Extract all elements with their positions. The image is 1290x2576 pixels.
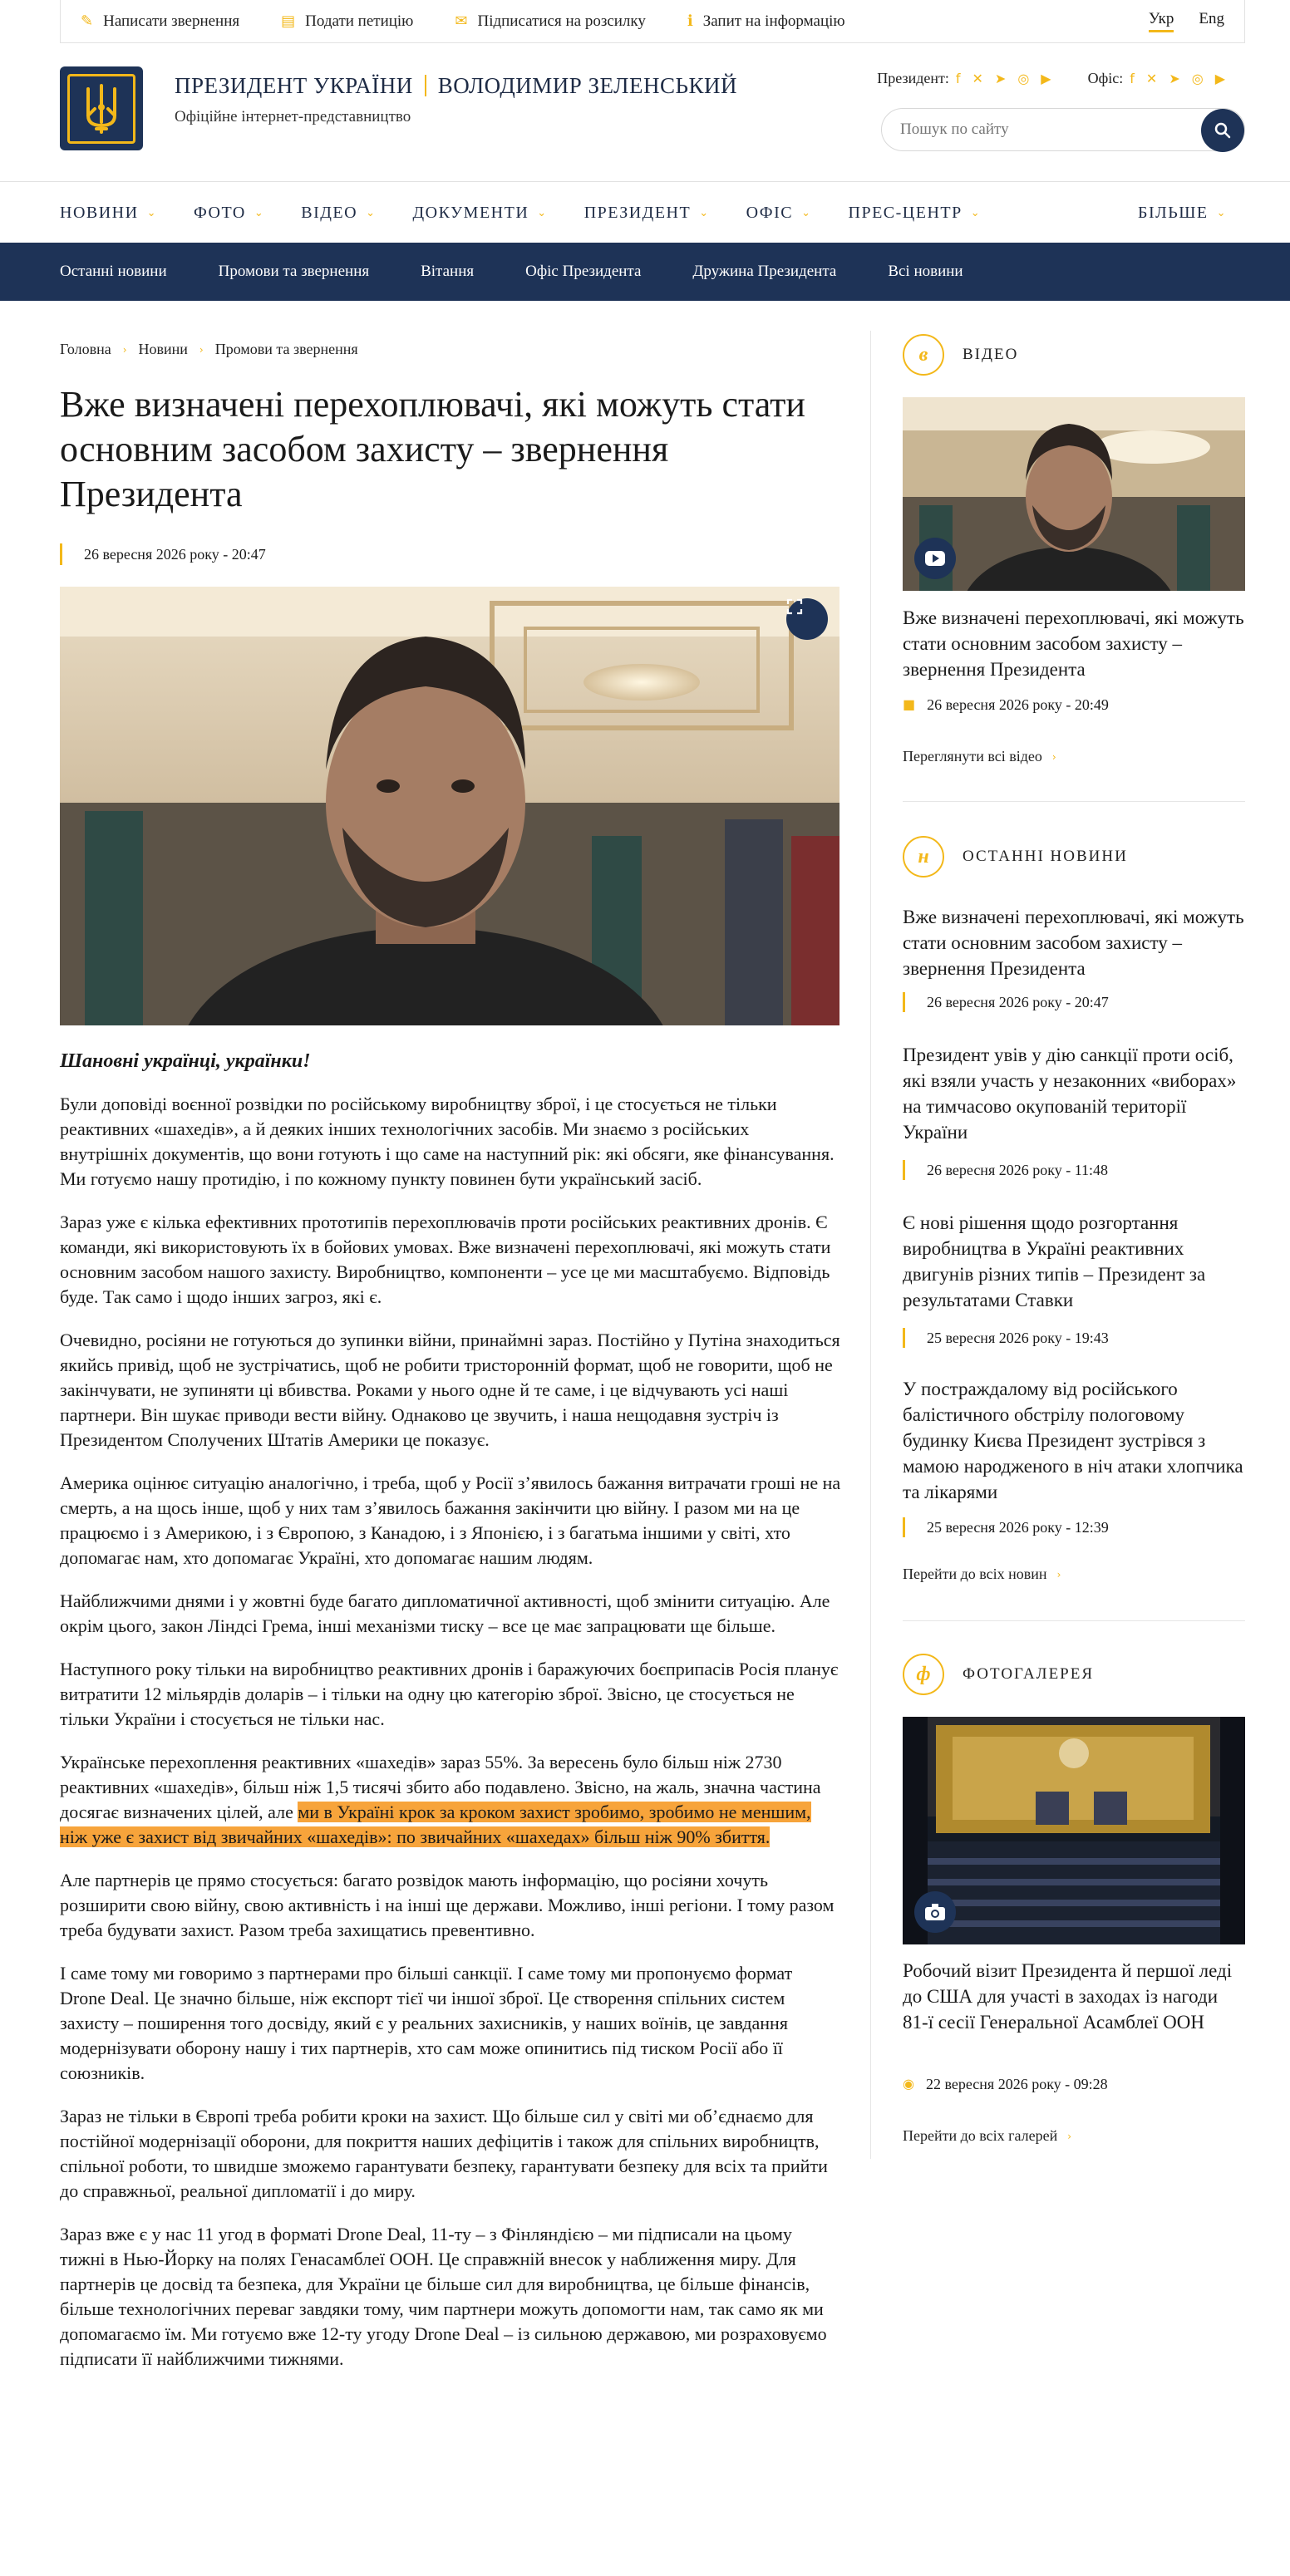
news-item-date: 25 вересня 2026 року - 19:43 [903,1328,1109,1348]
site-title [175,73,737,99]
video-badge-icon: в [903,334,944,376]
gallery-section-header [903,1654,1094,1695]
nav-press-center-label: ПРЕС-ЦЕНТР [848,203,963,222]
office-socials-label: Офіс: [1087,70,1124,86]
photo-button[interactable] [914,1891,956,1933]
instagram-icon[interactable]: ◎ [1017,71,1030,86]
pencil-icon: ✎ [81,12,94,30]
news-section-header [903,836,1128,878]
search-icon [1214,122,1231,139]
submit-petition-label: Подати петицію [305,12,414,30]
utility-bar [60,0,1245,43]
column-divider [870,331,871,2159]
subnav-speeches[interactable]: Промови та звернення [218,263,370,280]
search-input[interactable] [900,117,1174,142]
main-navigation [0,181,1290,243]
nav-office-label: ОФІС [746,203,794,222]
site-header [60,66,1245,158]
telegram-icon[interactable]: ➤ [994,71,1007,86]
office-youtube-icon[interactable]: ▶ [1214,71,1225,86]
chevron-right-icon: › [1067,2130,1072,2142]
info-icon: ℹ [687,12,693,30]
nav-documents-label: ДОКУМЕНТИ [412,203,529,222]
chevron-down-icon: ⌄ [699,206,710,219]
youtube-icon[interactable]: ▶ [1041,71,1051,86]
gallery-section-title: ФОТОГАЛЕРЕЯ [963,1665,1095,1683]
chevron-right-icon: › [1056,1568,1061,1581]
play-button[interactable] [914,538,956,579]
news-section-title: ОСТАННІ НОВИНИ [963,848,1128,865]
news-item-title[interactable]: Вже визначені перехоплювачі, які можуть стати основним засобом захисту – звернення Президента [903,907,1244,979]
submit-petition-link[interactable] [281,12,413,31]
info-request-label: Запит на інформацію [702,12,845,30]
all-videos-link[interactable] [903,748,1056,765]
subnav-latest-news[interactable]: Останні новини [60,263,167,280]
article-paragraph: Очевидно, росіяни не готуються до зупинки війни, принаймні зараз. Постійно у Путіна знаходиться якийсь привід, щоб не зустрічатись, щоб не робити тристоронній формат, щоб не говорити, щоб не закінчувати, не зупиняти ці вбивства. Роками у нього одне й те саме, і це відчувають усі наші партнери. Він шукає приводи вести війну. Однаково це звучить, і наша нещодавня зустріч із Президентом Сполучених Штатів Америки це показує. [60,1330,840,1450]
sub-navigation [0,243,1290,301]
search-button[interactable] [1201,109,1244,152]
article-body [60,1049,841,2390]
news-item-title[interactable]: У постраждалому від російського балістичного обстрілу пологовому будинку Києва Президент зустрівся з мамою народженого в ніч атаки хлопчика та лікарями [903,1379,1243,1502]
all-news-link[interactable] [903,1566,1061,1583]
article-paragraph-interception [60,1750,841,1850]
video-thumbnail[interactable] [903,397,1245,591]
gallery-date [903,2074,1108,2094]
video-section-title: ВІДЕО [963,346,1019,363]
write-appeal-link[interactable] [81,12,239,31]
subscribe-label: Підписатися на розсилку [477,12,646,30]
all-news-label: Перейти до всіх новин [903,1566,1047,1582]
nav-president-label: ПРЕЗИДЕНТ [583,203,692,222]
highlighted-quote: ми в Україні крок за кроком захист зробимо, зробимо не меншим, ніж уже є захист від звичайних «шахедів»: по звичайних «шахедах» більш ніж 90% збиття. [60,1802,811,1847]
news-badge-icon: н [903,836,944,878]
chevron-down-icon: ⌄ [146,206,157,219]
coat-of-arms-logo[interactable] [60,66,143,150]
sidebar-separator [903,1620,1245,1621]
article-greeting: Шановні українці, українки! [60,1050,311,1072]
facebook-icon[interactable]: f [955,71,961,86]
chevron-down-icon: ⌄ [801,206,812,219]
nav-video[interactable] [301,204,376,223]
chevron-right-icon: › [122,343,127,356]
article-paragraph: Найближчими днями і у жовтні буде багато дипломатичної активності, щоб змінити ситуацію. Але окрім цього, закон Ліндсі Грема, інші механізми тиску – все це має запрацювати ще більше. [60,1590,830,1636]
expand-icon [786,598,803,615]
subnav-all-news[interactable]: Всі новини [888,263,963,280]
office-twitter-icon[interactable]: ✕ [1145,71,1158,86]
news-item-date: 26 вересня 2026 року - 11:48 [903,1160,1108,1180]
subscribe-link[interactable] [455,12,646,31]
camera-icon: ■ [903,696,916,712]
chevron-down-icon: ⌄ [537,206,548,219]
subnav-greetings[interactable]: Вітання [421,263,475,280]
info-request-link[interactable] [687,12,845,31]
office-telegram-icon[interactable]: ➤ [1169,71,1180,86]
nav-photo[interactable] [194,204,264,223]
all-galleries-link[interactable] [903,2127,1071,2145]
nav-more[interactable] [1138,204,1227,223]
nav-news[interactable] [60,204,157,223]
video-date-text: 26 вересня 2026 року - 20:49 [927,696,1109,713]
site-subtitle: Офіційне інтернет-представництво [175,108,411,125]
document-icon: ▤ [281,12,296,30]
subnav-office[interactable]: Офіс Президента [525,263,642,280]
article-paragraph: І саме тому ми говоримо з партнерами про більші санкції. І саме тому ми пропонуємо формат Drone Deal. Це значно більше, ніж експорт тієї чи іншої зброї. Це створення спільних систем захисту – поширення того досвіду, який є у реальних захисників, у наших воїнів, це завдання модернізувати оборону нашу і тих партнерів, хто сам може опинитись під тиском Росії або її союзників. [60,1963,793,2083]
news-item-title[interactable]: Президент увів у дію санкції проти осіб, які взяли участь у незаконних «виборах» на тимчасово окупованій території України [903,1045,1237,1143]
social-links [877,70,1237,87]
article-paragraph: Зараз вже є у нас 11 угод в форматі Drone Deal, 11-ту – з Фінляндією – ми підписали на цьому тижні в Нью-Йорку на полях Генасамблеї ООН. Це справжній внесок у наближення миру. Для партнерів це досвід та безпека, для України це більше сил для виробництва, це більше фінансів, більше технологічних переваг завдяки тому, чим партнери можуть допомогти нам, так само як ми допомагаємо їм. Ми готуємо вже 12-ту угоду Drone Deal – із сильною державою, ми розраховуємо підписати її найближчими тижнями. [60,2224,827,2369]
site-title-president: ПРЕЗИДЕНТ УКРАЇНИ [175,73,413,98]
write-appeal-label: Написати звернення [103,12,240,30]
language-switcher [1149,10,1224,32]
article-paragraph: Америка оцінює ситуацію аналогічно, і треба, щоб у Росії з’явилось бажання витрачати гроші не на смерть, а на щось інше, щоб у них там з’явилось бажання закінчити цю війну. І разом ми на це працюємо і з Америкою, і з Європою, з Канадою, і з Японією, і з багатьма іншими у світі, хто допомагає нам, хто допомагає Україні, хто допомагає нашим людям. [60,1472,841,1568]
video-date [903,695,1109,715]
chevron-right-icon: › [1051,750,1056,763]
lang-eng[interactable]: Eng [1199,10,1224,27]
breadcrumb [60,341,358,358]
sidebar-separator [903,801,1245,802]
nav-president[interactable] [584,204,710,223]
article-video-frame[interactable] [60,587,839,1025]
search-box [881,108,1245,151]
twitter-icon[interactable]: ✕ [972,71,983,86]
subnav-first-lady[interactable]: Дружина Президента [692,263,837,280]
nav-photo-label: ФОТО [193,203,246,222]
photo-camera-icon [925,1904,945,1920]
camera-icon: ◉ [903,2076,914,2092]
chevron-down-icon: ⌄ [366,206,377,219]
article-paragraph: Зараз уже є кілька ефективних прототипів перехоплювачів проти російських реактивних дронів. Є команди, які використовують їх в бойових умовах. Вже визначені перехоплювачі, які можуть стати основним засобом нашого захисту. Виробництво, компоненти – усе це ми масштабуємо. Відповідь буде. Так само і щодо інших загроз, які є. [60,1212,831,1307]
breadcrumb-current: Промови та звернення [214,341,358,357]
fullscreen-button[interactable] [786,598,828,640]
lang-ukr[interactable]: Укр [1149,10,1174,32]
article-paragraph: Але партнерів це прямо стосується: багато розвідок мають інформацію, що росіяни хочуть розширити свою війну, свою активність і на інші ще держави. Можливо, інші регіони. І тому разом треба будувати захист. Разом треба захищатись превентивно. [60,1870,835,1940]
president-socials-label: Президент: [877,70,949,86]
chevron-down-icon: ⌄ [970,206,982,219]
site-title-name: ВОЛОДИМИР ЗЕЛЕНСЬКИЙ [437,73,737,98]
article-date: 26 вересня 2026 року - 20:47 [60,543,266,565]
office-facebook-icon[interactable]: f [1130,71,1135,86]
gallery-date-text: 22 вересня 2026 року - 09:28 [925,2076,1108,2092]
youtube-play-icon [925,551,945,566]
article-paragraph: Наступного року тільки на виробництво реактивних дронів і баражуючих боєприпасів Росія планує витратити 12 мільярдів доларів – і тільки на одну цю категорію зброї. Звісно, це стосується не тільки України і стосується не тільки нас. [60,1659,839,1729]
article-paragraph: Зараз не тільки в Європі треба робити кроки на захист. Що більше сил у світі ми об’єднаємо для постійної модернізації оборони, для покриття наших дефіцитів і також для спільних виробництв, спільної роботи, то швидше зможемо гарантувати безпеку, гарантувати безпеку для всіх та прийти до справжньої, реальної дипломатії і до миру. [60,2106,828,2201]
nav-news-label: НОВИНИ [60,203,139,222]
video-section-header [903,334,1018,376]
breadcrumb-home[interactable]: Головна [60,341,111,357]
video-title-link[interactable]: Вже визначені перехоплювачі, які можуть стати основним засобом захисту – звернення Президента [903,607,1244,680]
nav-video-label: ВІДЕО [301,203,358,222]
chevron-right-icon: › [199,343,204,356]
chevron-down-icon: ⌄ [254,206,265,219]
news-item-date: 26 вересня 2026 року - 20:47 [903,992,1109,1012]
mail-icon: ✉ [455,12,468,30]
gallery-title-link[interactable]: Робочий візит Президента й першої леді до США для участі в заходах із нагоди 81-ї сесії Генеральної Асамблеї ООН [903,1960,1233,2033]
hero-photo [60,587,839,1025]
nav-more-label: БІЛЬШЕ [1138,203,1209,222]
breadcrumb-news[interactable]: Новини [138,341,188,357]
chevron-down-icon: ⌄ [1216,206,1227,219]
news-item-title[interactable]: Є нові рішення щодо розгортання виробництва в Україні реактивних двигунів різних типів – Президент за результатами Ставки [903,1212,1206,1310]
nav-press-center[interactable] [849,204,982,223]
news-item-date: 25 вересня 2026 року - 12:39 [903,1517,1109,1537]
gallery-thumbnail[interactable] [903,1717,1245,1944]
gallery-badge-icon: ф [903,1654,944,1695]
all-galleries-label: Перейти до всіх галерей [903,2127,1058,2144]
article-title: Вже визначені перехоплювачі, які можуть стати основним засобом захисту – звернення Президента [60,384,805,514]
article-paragraph: Були доповіді воєнної розвідки по російському виробництву зброї, і це стосується не тільки реактивних «шахедів», а й деяких інших технологічних засобів. Ми знаємо з російських внутрішніх документів, що вони готують і що саме на наступний рік: які обсяги, яке фінансування. Ми готуємо нашу протидію, і по кожному пункту повинен бути український засіб. [60,1094,835,1189]
all-videos-label: Переглянути всі відео [903,748,1042,764]
nav-documents[interactable] [412,204,547,223]
interception-text: Українське перехоплення реактивних «шахедів» зараз 55%. За вересень було більш ніж 2730 реактивних «шахедів», більш ніж 1,5 тисячі збито або подавлено. Звісно, на жаль, значна частина досягає визначених цілей, але [60,1752,821,1822]
office-instagram-icon[interactable]: ◎ [1191,71,1204,86]
nav-office[interactable] [746,204,812,223]
